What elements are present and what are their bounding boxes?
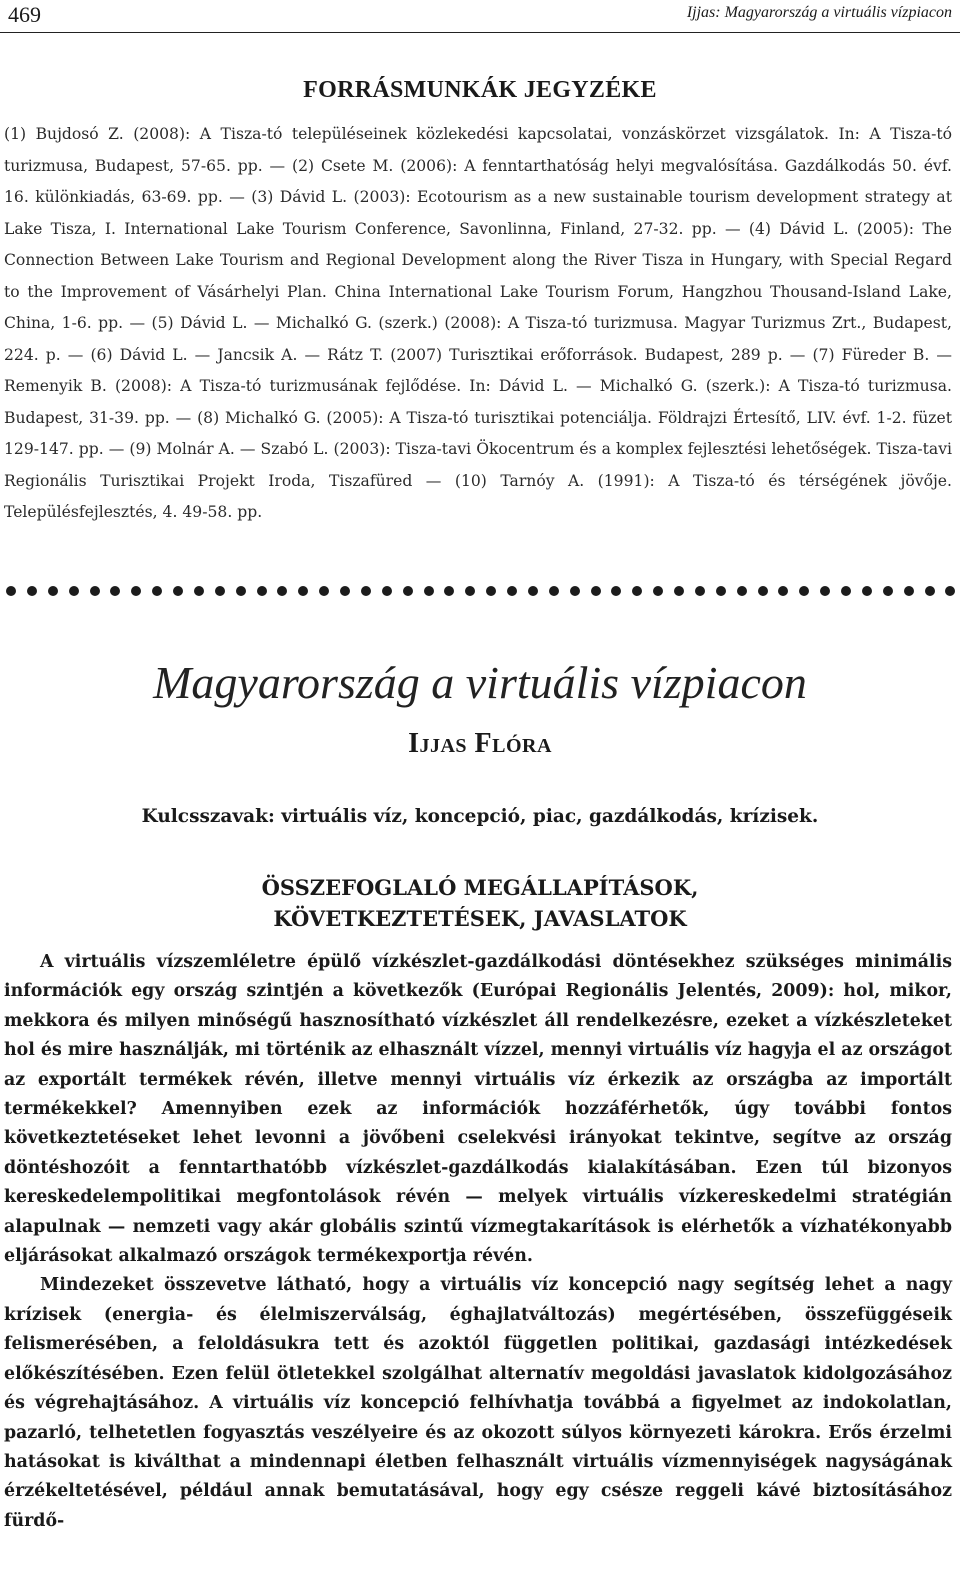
separator-dot [862,586,872,596]
references-title: FORRÁSMUNKÁK JEGYZÉKE [303,77,657,103]
separator-dot [152,586,162,596]
separator-dot [653,586,663,596]
separator-dot [6,586,16,596]
separator-dot [591,586,601,596]
separator-dot [48,586,58,596]
keywords-line: Kulcsszavak: virtuális víz, koncepció, piac, gazdálkodás, krízisek. [141,806,819,827]
separator-dot [444,586,454,596]
body-paragraph-1: A virtuális vízszemléletre épülő vízkészlet-gazdálkodási döntésekhez szükséges minimális információk egy ország szintjén a következők (Európai Regionális Jelentés, 2009): hol, mikor, mekkora és milyen minőségű hasznosítható vízkészlet áll rendelkezésre, ezeket a vízkészleteket hol és mire használják, mi történik az elhasznált vízzel, mennyi virtuális víz hagyja el az országot az exportált termékek révén, illetve mennyi virtuális víz érkezik az országba az importált termékekkel? Amennyiben ezek az információk hozzáférhetők, úgy további fontos következtetéseket lehet levonni a jövőbeni cselekvési irányokat tekintve, segítve az ország döntéshozóit a fenntarthatóbb vízkészlet-gazdálkodás kialakításában. Ezen túl bizonyos kereskedelempolitikai megfontolások révén — melyek virtuális vízkereskedelmi stratégián alapulnak — nemzeti vagy akár globális szintű vízmegtakarítások is elérhetők a vízhatékonyabb eljárásokat alkalmazó országok termékexportja révén. [4,952,952,1267]
article-body [4,948,952,1536]
separator-dot [361,586,371,596]
dotted-separator [6,584,956,598]
separator-dot [298,586,308,596]
section-title [0,872,960,934]
separator-dot [486,586,496,596]
separator-dot [90,586,100,596]
separator-dot [820,586,830,596]
separator-dot [257,586,267,596]
separator-dot [632,586,642,596]
separator-dot [340,586,350,596]
separator-dot [549,586,559,596]
running-title: Ijjas: Magyarország a virtuális vízpiacon [686,4,952,21]
separator-dot [695,586,705,596]
separator-dot [319,586,329,596]
separator-dot [737,586,747,596]
author-name: Ijjas Flóra [408,728,552,759]
separator-dot [904,586,914,596]
separator-dot [403,586,413,596]
separator-dot [215,586,225,596]
separator-dot [528,586,538,596]
separator-dot [778,586,788,596]
page-number: 469 [8,2,41,27]
separator-dot [758,586,768,596]
separator-dot [841,586,851,596]
separator-dot [277,586,287,596]
separator-dot [424,586,434,596]
separator-dot [925,586,935,596]
separator-dot [799,586,809,596]
separator-dot [611,586,621,596]
section-title-line-2: KÖVETKEZTETÉSEK, JAVASLATOK [273,906,687,931]
separator-dot [131,586,141,596]
separator-dot [716,586,726,596]
separator-dot [883,586,893,596]
separator-dot [674,586,684,596]
separator-dot [382,586,392,596]
separator-dot [945,586,955,596]
separator-dot [173,586,183,596]
references-list: (1) Bujdosó Z. (2008): A Tisza-tó településeinek közlekedési kapcsolatai, vonzáskörzet vizsgálatok. In: A Tisza-tó turizmusa, Budapest, 57-65. pp. — (2) Csete M. (2006): A fenntarthatóság helyi megvalósítása. Gazdálkodás 50. évf. 16. különkiadás, 63-69. pp. — (3) Dávid L. (2003): Ecotourism as a new sustainable tourism development strategy at Lake Tisza, I. International Lake Tourism Conference, Savonlinna, Finland, 27-32. pp. — (4) Dávid L. (2005): The Connection Between Lake Tourism and Regional Development along the River Tisza in Hungary, with Special Regard to the Improvement of Vásárhelyi Plan. China International Lake Tourism Forum, Hangzhou Thousand-Island Lake, China, 1-6. pp. — (5) Dávid L. — Michalkó G. (szerk.) (2008): A Tisza-tó turizmusa. Magyar Turizmus Zrt., Budapest, 224. p. — (6) Dávid L. — Jancsik A. — Rátz T. (2007) Turisztikai erőforrások. Budapest, 289 p. — (7) Füreder B. — Remenyik B. (2008): A Tisza-tó turizmusának fejlődése. In: Dávid L. — Michalkó G. (szerk.): A Tisza-tó turizmusa. Budapest, 31-39. pp. — (8) Michalkó G. (2005): A Tisza-tó turisztikai potenciálja. Földrajzi Értesítő, LIV. évf. 1-2. füzet 129-147. pp. — (9) Molnár A. — Szabó L. (2003): Tisza-tavi Ökocentrum és a komplex fejlesztési lehetőségek. Tisza-tavi Regionális Turisztikai Projekt Iroda, Tiszafüred — (10) Tarnóy A. (1991): A Tisza-tó és térségének jövője. Településfejlesztés, 4. 49-58. pp. [4,125,952,521]
separator-dot [507,586,517,596]
separator-dot [465,586,475,596]
separator-dot [194,586,204,596]
article-title: Magyarország a virtuális vízpiacon [153,657,807,708]
section-title-line-1: ÖSSZEFOGLALÓ MEGÁLLAPÍTÁSOK, [261,875,699,900]
separator-dot [236,586,246,596]
separator-dot [110,586,120,596]
separator-dot [570,586,580,596]
body-paragraph-2: Mindezeket összevetve látható, hogy a virtuális víz koncepció nagy segítség lehet a nagy krízisek (energia- és élelmiszerválság, éghajlatváltozás) megértésében, összefüggéseik felismerésében, a feloldásukra tett és azoktól független politikai, gazdasági intézkedések előkészítésében. Ezen felül ötletekkel szolgálhat alternatív megoldási javaslatok kidolgozásához és végrehajtásához. A virtuális víz koncepció felhívhatja továbbá a figyelmet az indokolatlan, pazarló, telhetetlen fogyasztás veszélyeire és az okozott súlyos környezeti károkra. Erős érzelmi hatásokat is kiválthat a mindennapi életben felhasznált virtuális vízmennyiségek nagyságának érzékeltetésével, például annak bemutatásával, hogy egy csésze reggeli kávé biztosításához fürdő- [4,1275,952,1531]
page-header [0,0,960,33]
separator-dot [69,586,79,596]
separator-dot [27,586,37,596]
